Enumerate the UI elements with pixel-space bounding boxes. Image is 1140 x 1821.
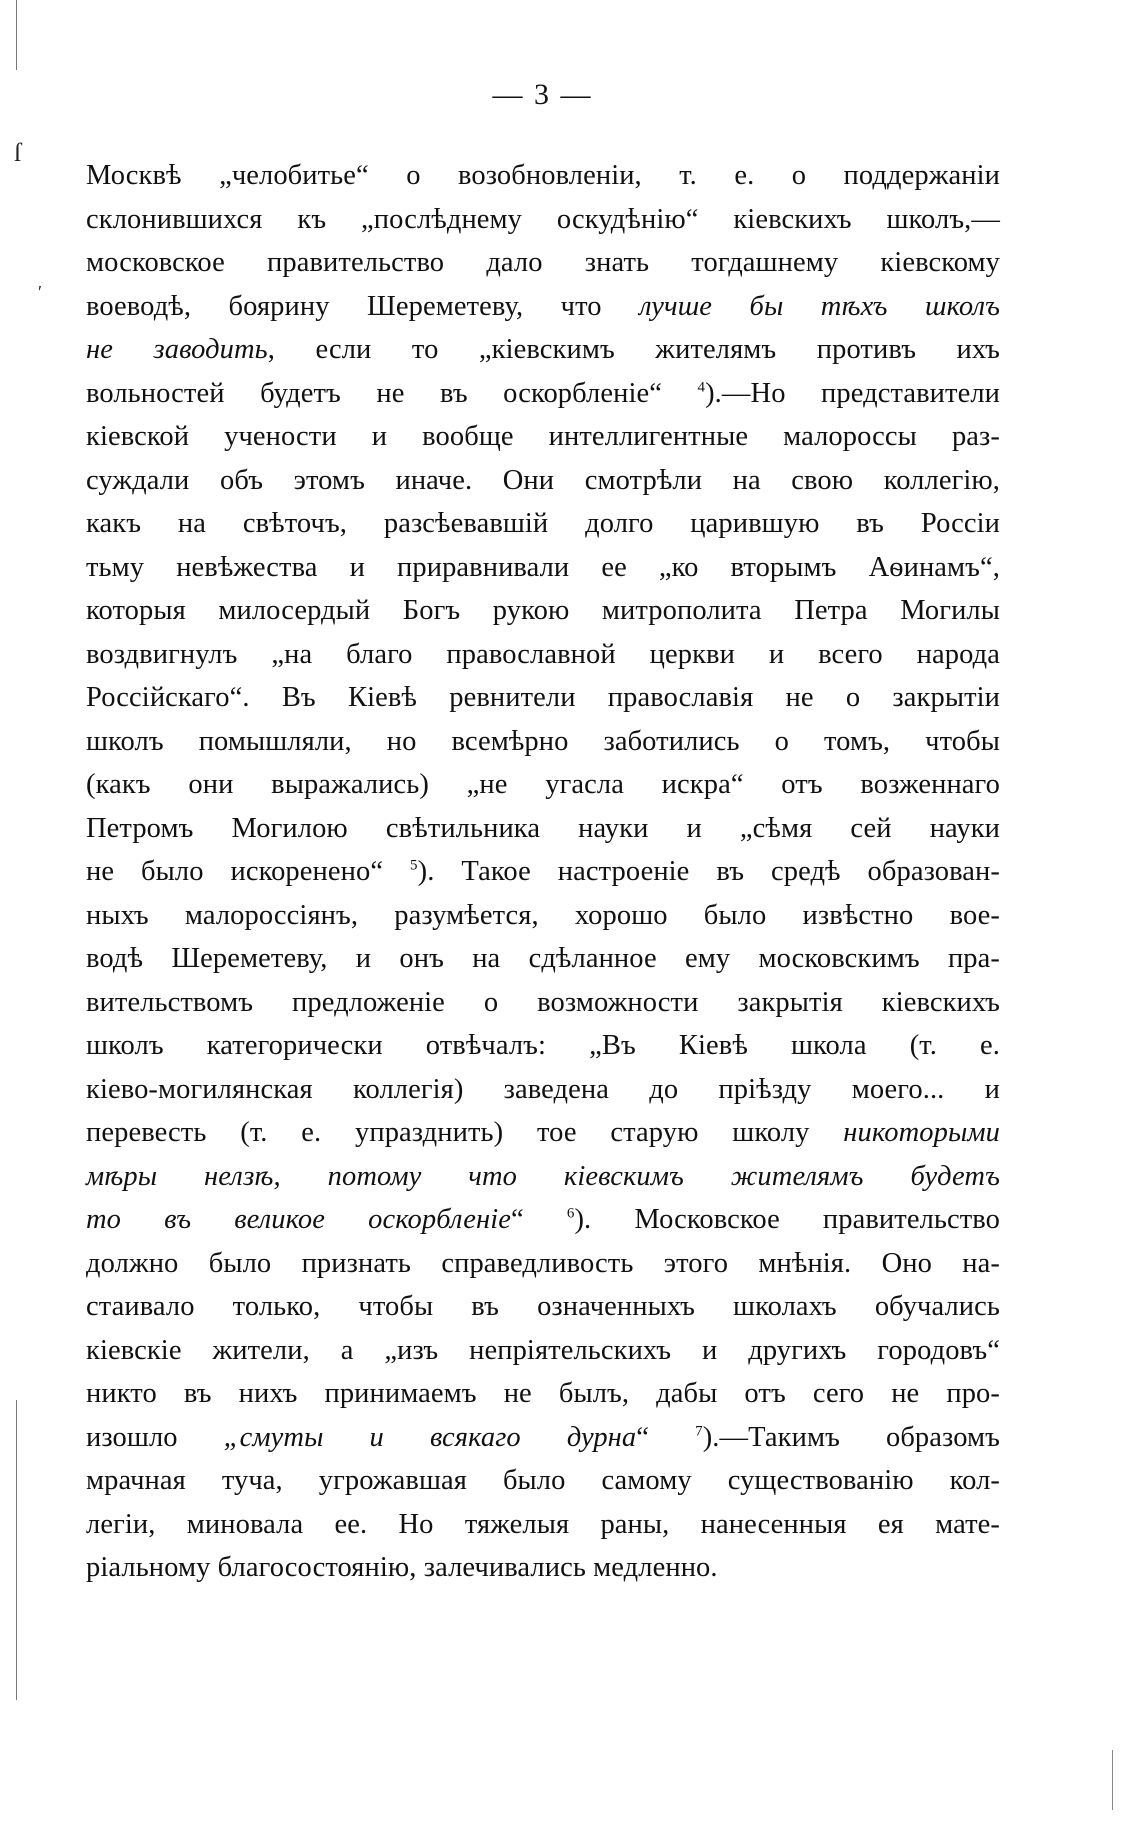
text-line: кіевскіе жители, а „изъ непріятельскихъ и другихъ городовъ“ — [86, 1334, 1000, 1366]
text-line: ныхъ малороссіянъ, разумѣется, хорошо было извѣстно вое- — [86, 899, 1000, 931]
margin-mark: ſ — [14, 138, 22, 167]
italic-text: мѣры нелзѣ, потому что кіевскимъ жителямъ будетъ — [86, 1160, 1000, 1192]
text-line: легіи, миновала ее. Но тяжелыя раны, нанесенныя ея мате- — [86, 1508, 1000, 1540]
text-line: Москвѣ „челобитье“ о возобновленіи, т. е. о поддержаніи — [86, 160, 1000, 191]
text-line: ріальному благосостоянію, залечивались медленно. — [86, 1552, 718, 1583]
page-number: — 3 — — [492, 78, 593, 111]
text-line: тьму невѣжества и приравнивали ее „ко вторымъ Аѳинамъ“, — [86, 551, 1000, 583]
text-line: воздвигнулъ „на благо православной церкви и всего народа — [86, 638, 1000, 670]
text-line: мрачная туча, угрожавшая было самому существованію кол- — [86, 1465, 1000, 1496]
text-line: не заводить, если то „кіевскимъ жителямъ противъ ихъ — [86, 334, 1000, 365]
text-line: кіевской учености и вообще интеллигентные малороссы раз- — [86, 421, 1000, 452]
italic-text: никоторыми — [843, 1117, 1000, 1148]
italic-text: то въ великое оскорбленіе — [86, 1204, 511, 1235]
italic-text: не заводить — [86, 334, 268, 365]
text-line: водѣ Шереметеву, и онъ на сдѣланное ему московскимъ пра- — [86, 943, 1000, 974]
footnote-ref: 7 — [695, 1423, 703, 1439]
text-line: перевесть (т. е. упразднить) тое старую школу никоторыми — [86, 1117, 1000, 1148]
italic-text: „смуты и всякаго дурна — [223, 1421, 637, 1453]
text-line: то въ великое оскорбленіе“ $^6$). Московское правительство — [86, 1204, 1000, 1235]
body-text — [86, 154, 1000, 1590]
italic-text: лучше бы тѣхъ школъ — [639, 290, 1000, 322]
text-line: московское правительство дало знать тогдашнему кіевскому — [86, 247, 1000, 278]
text-line: вительствомъ предложеніе о возможности закрытія кіевскихъ — [86, 986, 1000, 1018]
margin-rule — [1112, 1750, 1113, 1810]
text-line: никто въ нихъ принимаемъ не былъ, дабы отъ сего не про- — [86, 1378, 1000, 1409]
text-line: стаивало только, чтобы въ означенныхъ школахъ обучались — [86, 1291, 1000, 1322]
text-line: суждали объ этомъ иначе. Они смотрѣли на свою коллегію, — [86, 464, 1000, 496]
text-line: какъ на свѣточъ, разсѣевавшій долго царившую въ Россіи — [86, 508, 1000, 539]
text-line: не было искоренено“ $^5$). Такое настроеніе въ средѣ образован- — [86, 856, 1001, 887]
text-line: (какъ они выражались) „не угасла искра“ отъ возженнаго — [86, 769, 1000, 800]
margin-rule — [16, 0, 17, 70]
margin-rule — [16, 1400, 17, 1700]
text-line: вольностей будетъ не въ оскорбленіе“ $^4$).—Но представители — [86, 377, 1001, 409]
footnote-ref: 5 — [410, 857, 418, 874]
text-line — [86, 1155, 1000, 1199]
text-line: школъ категорически отвѣчалъ: „Въ Кіевѣ школа (т. е. — [86, 1030, 1000, 1061]
text-line: которыя милосердый Богъ рукою митрополита Петра Могилы — [86, 595, 1000, 626]
text-line: кіево-могилянская коллегія) заведена до пріѣзду моего... и — [86, 1073, 1000, 1105]
text-line: школъ помышляли, но всемѣрно заботились о томъ, чтобы — [86, 725, 1000, 757]
margin-mark: ′ — [38, 282, 42, 302]
text-line: Россійскаго“. Въ Кіевѣ ревнители православія не о закрытіи — [86, 682, 1000, 713]
footnote-ref: 6 — [566, 1205, 575, 1222]
text-line: Петромъ Могилою свѣтильника науки и „сѣмя сей науки — [86, 812, 1000, 844]
footnote-ref: 4 — [697, 379, 706, 395]
text-line: изошло „смуты и всякаго дурна“ $^7$).—Такимъ образомъ — [86, 1421, 1001, 1453]
text-line: воеводѣ, боярину Шереметеву, что лучше бы тѣхъ школъ — [86, 290, 1000, 322]
text-line: склонившихся къ „послѣднему оскудѣнію“ кіевскихъ школъ,— — [86, 203, 1000, 235]
text-line: должно было признать справедливость этого мнѣнія. Оно на- — [86, 1247, 1000, 1279]
